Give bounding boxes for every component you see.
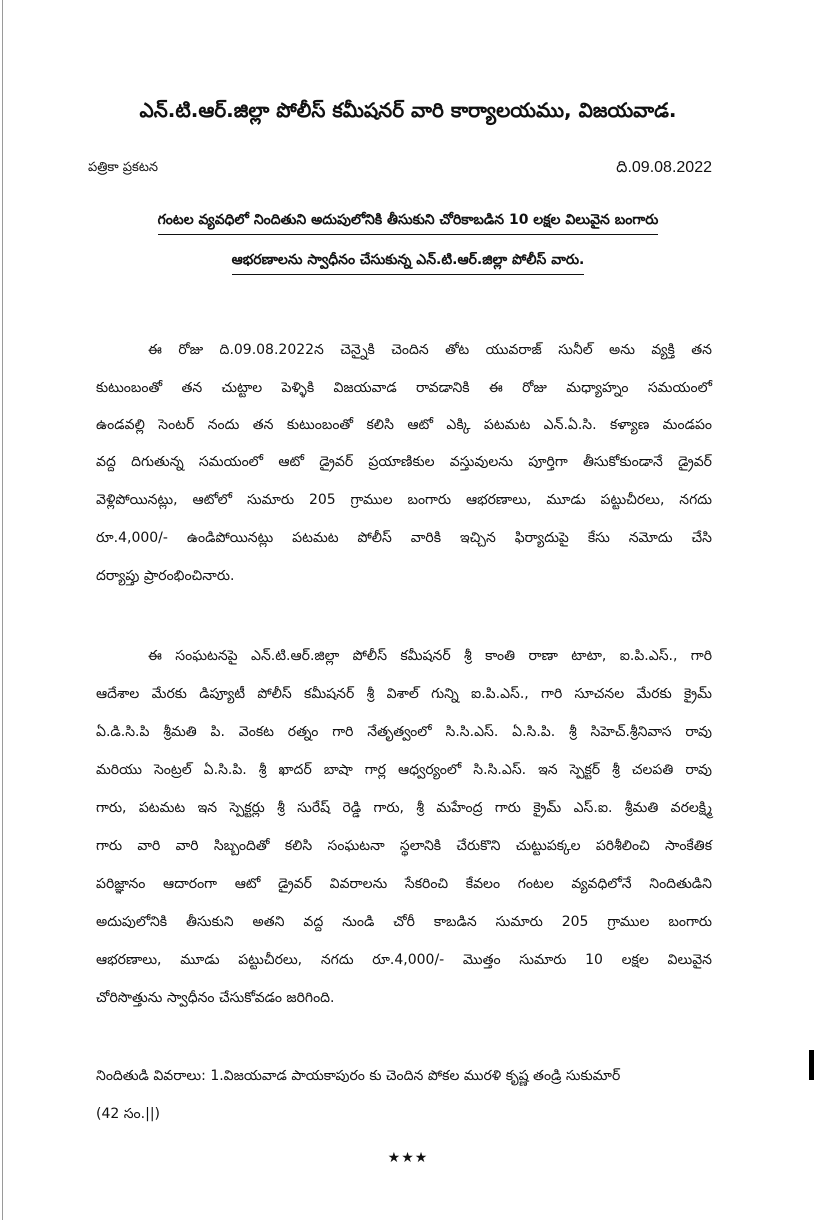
paragraph-line: ఆభరణాలు, మూడు పట్టుచీరలు, నగదు రూ.4,000/- మొత్తం సుమారు 10 లక్షల విలువైన (96, 952, 712, 968)
paragraph-line: ఈ రోజు ది.09.08.2022న చెన్నైకి చెందిన తోట యువరాజ్ సునీల్ అను వ్యక్తి తన (148, 342, 712, 358)
paragraph-line: అదుపులోనికి తీసుకుని అతని వద్ద నుండి చోరీ కాబడిన సుమారు 205 గ్రాముల బంగారు (96, 914, 712, 930)
press-release-label: పత్రికా ప్రకటన (88, 160, 159, 175)
paragraph-line: మరియు సెంట్రల్ ఏ.సి.పి. శ్రీ ఖాదర్ బాషా గార్ల ఆధ్వర్యంలో సి.సి.ఎస్. ఇన స్పెక్టర్ శ్రీ చలపతి రావు (96, 762, 712, 778)
headline-line-2: ఆభరణాలను స్వాధీనం చేసుకున్న ఎన్.టి.ఆర్.జిల్లా పోలీస్ వారు. (100, 252, 716, 271)
office-title: ఎన్.టి.ఆర్.జిల్లా పోలీస్ కమీషనర్ వారి కార్యాలయము, విజయవాడ. (139, 98, 677, 122)
paragraph-line: కుటుంబంతో తన చుట్టాల పెళ్ళికి విజయవాడ రావడానికి ఈ రోజు మధ్యాహ్నం సమయంలో (96, 380, 712, 396)
paragraph-line: రూ.4,000/- ఉండిపోయినట్లు పటమట పోలీస్ వారికి ఇచ్చిన ఫిర్యాదుపై కేసు నమోదు చేసి (96, 530, 712, 546)
paragraph-line: దర్యాప్తు ప్రారంభించినారు. (96, 568, 235, 584)
paragraph-line: ఆదేశాల మేరకు డిప్యూటీ పోలీస్ కమీషనర్ శ్రీ విశాల్ గున్ని ఐ.పి.ఎస్., గారి సూచనల మేరకు క్రైమ్ (96, 686, 712, 702)
paragraph-line: ఉండవల్లి సెంటర్ నందు తన కుటుంబంతో కలిసి ఆటో ఎక్కి పటమట ఎన్.ఏ.సి. కళ్యాణ మండపం (96, 417, 712, 433)
paragraph-line: ఏ.డి.సి.పి శ్రీమతి పి. వెంకట రత్నం గారి నేతృత్వంలో సి.సి.ఎస్. ఏ.సి.పి. శ్రీ సిహెచ్.శ్రీనివాస రావు (96, 724, 712, 740)
press-release-date: ది.09.08.2022 (616, 159, 712, 176)
end-marker-stars: ★★★ (387, 1150, 429, 1166)
paragraph-line: ఈ సంఘటనపై ఎన్.టి.ఆర్.జిల్లా పోలీస్ కమీషనర్ శ్రీ కాంతి రాణా టాటా, ఐ.పి.ఎస్., గారి (148, 648, 712, 664)
headline-line-1: గంటల వ్యవధిలో నిందితుని అదుపులోనికి తీసుకుని చోరికాబడిన 10 లక్షల విలువైన బంగారు (100, 212, 716, 231)
paragraph-line: గారు వారి వారి సిబ్బందితో కలిసి సంఘటనా స్థలానికి చేరుకొని చుట్టుపక్కల పరిశీలించి సాంకేతిక (96, 838, 712, 854)
paragraph-line: పరిజ్ఞానం ఆదారంగా ఆటో డ్రైవర్ వివరాలను సేకరించి కేవలం గంటల వ్యవధిలోనే నిందితుడిని (96, 876, 712, 892)
paragraph-line: వెళ్లిపోయినట్లు, ఆటోలో సుమారు 205 గ్రాముల బంగారు ఆభరణాలు, మూడు పట్టుచీరలు, నగదు (96, 492, 712, 508)
paragraph-line: గారు, పటమట ఇన స్పెక్టర్లు శ్రీ సురేష్ రెడ్డి గారు, శ్రీ మహేంద్ర గారు క్రైమ్ ఎస్.ఐ. శ్రీమతి వరలక్ష్మి (96, 800, 712, 816)
paragraph-line: చోరిసొత్తును స్వాధీనం చేసుకోవడం జరిగింది. (96, 990, 335, 1006)
accused-details-line-1: నిందితుడి వివరాలు: 1.విజయవాడ పాయకాపురం కు చెందిన పోకల మురళి కృష్ణ తండ్రి సుకుమార్ (96, 1068, 621, 1084)
scrollbar-thumb[interactable] (809, 1050, 814, 1080)
paragraph-line: వద్ద దిగుతున్న సమయంలో ఆటో డ్రైవర్ ప్రయాణికుల వస్తువులను పూర్తిగా తీసుకోకుండానే డ్రైవర్ (96, 454, 712, 470)
page-edge-line (2, 0, 3, 1220)
accused-details-line-2: (42 సం.||) (96, 1106, 160, 1122)
